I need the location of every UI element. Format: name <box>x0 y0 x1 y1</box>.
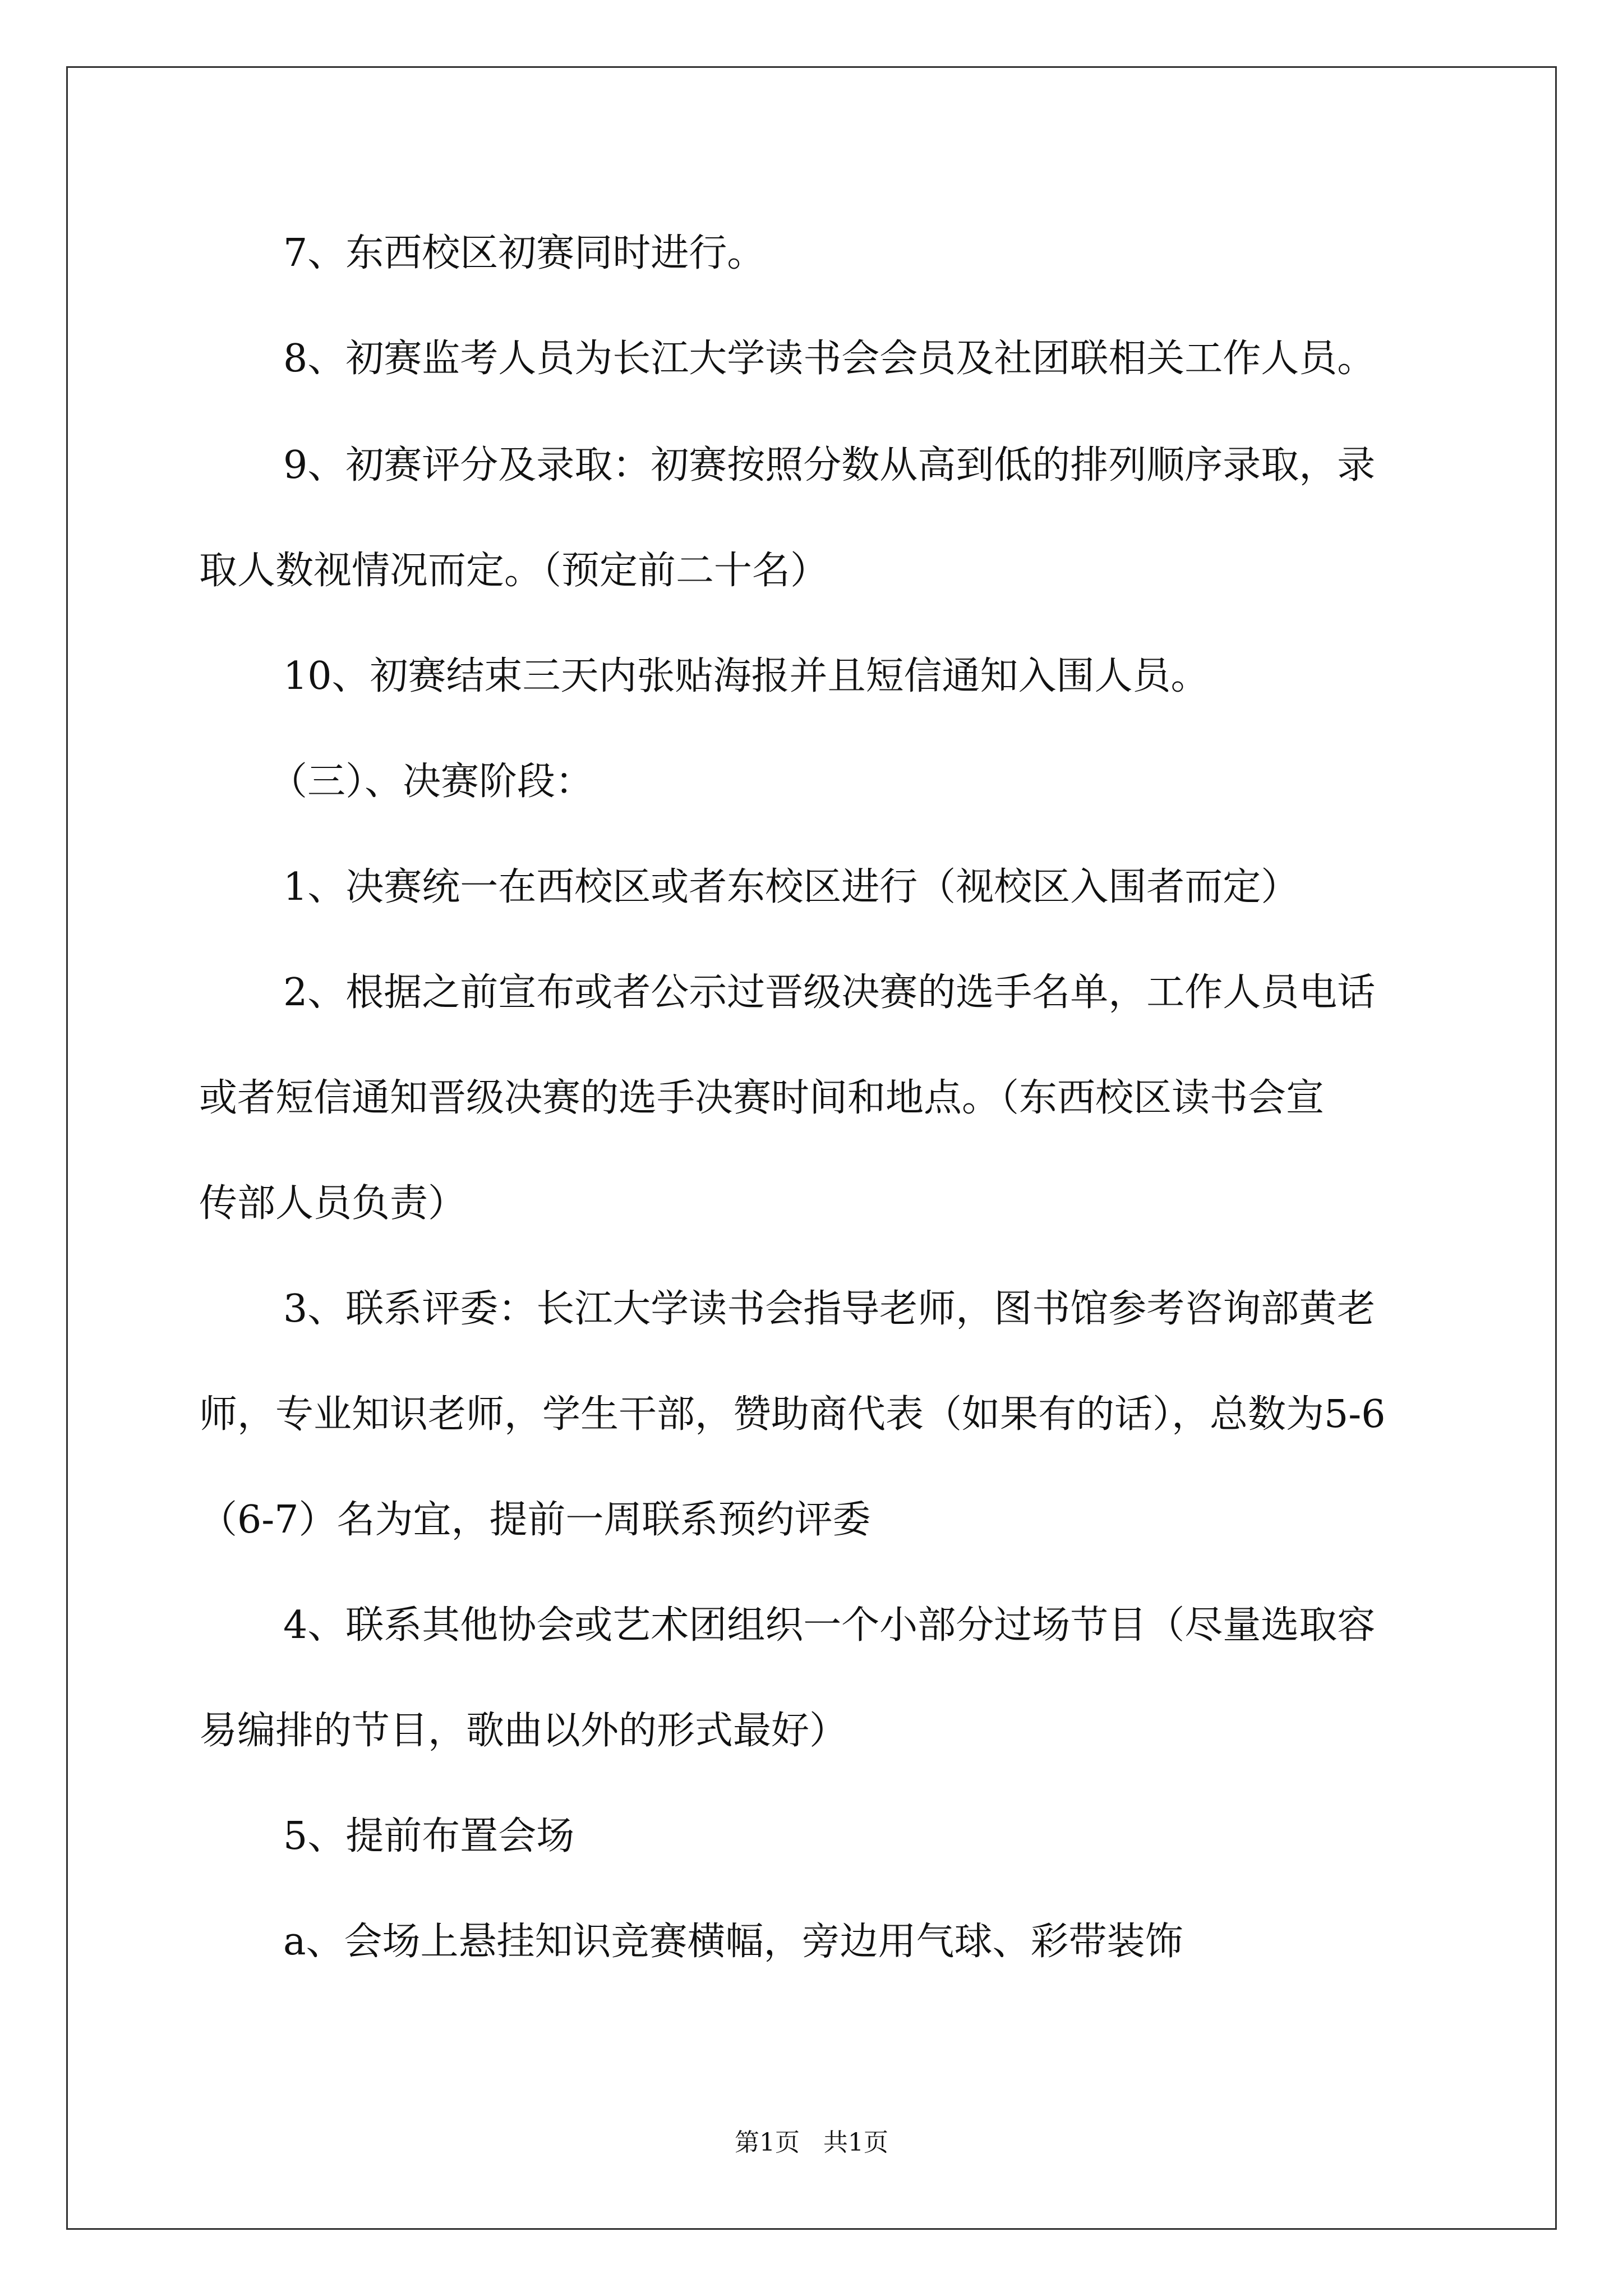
text-line: 易编排的节目，歌曲以外的形式最好） <box>199 1709 848 1753</box>
text-line: 10、初赛结束三天内张贴海报并且短信通知入围人员。 <box>283 654 1209 698</box>
text-line: 9、初赛评分及录取：初赛按照分数从高到低的排列顺序录取，录 <box>283 443 1376 487</box>
text-line: a、会场上悬挂知识竞赛横幅，旁边用气球、彩带装饰 <box>283 1920 1183 1964</box>
text-line: （6-7）名为宜，提前一周联系预约评委 <box>199 1498 871 1542</box>
text-line: 5、提前布置会场 <box>283 1814 575 1858</box>
text-line: 7、东西校区初赛同时进行。 <box>283 231 766 275</box>
text-line: 或者短信通知晋级决赛的选手决赛时间和地点。（东西校区读书会宣 <box>199 1076 1325 1120</box>
section-heading: （三）、决赛阶段： <box>269 760 594 804</box>
text-line: 4、联系其他协会或艺术团组织一个小部分过场节目（尽量选取容 <box>283 1603 1376 1648</box>
text-line: 3、联系评委：长江大学读书会指导老师，图书馆参考咨询部黄老 <box>283 1287 1376 1331</box>
text-line: 2、根据之前宣布或者公示过晋级决赛的选手名单，工作人员电话 <box>283 970 1376 1015</box>
page-number-footer: 第1页 共1页 <box>735 2128 888 2157</box>
text-line: 8、初赛监考人员为长江大学读书会会员及社团联相关工作人员。 <box>283 337 1376 381</box>
text-line: 取人数视情况而定。（预定前二十名） <box>199 549 829 593</box>
text-line: 传部人员负责） <box>199 1181 467 1226</box>
text-line: 1、决赛统一在西校区或者东校区进行（视校区入围者而定） <box>283 865 1299 909</box>
text-line: 师，专业知识老师，学生干部，赞助商代表（如果有的话），总数为5-6 <box>199 1392 1386 1437</box>
